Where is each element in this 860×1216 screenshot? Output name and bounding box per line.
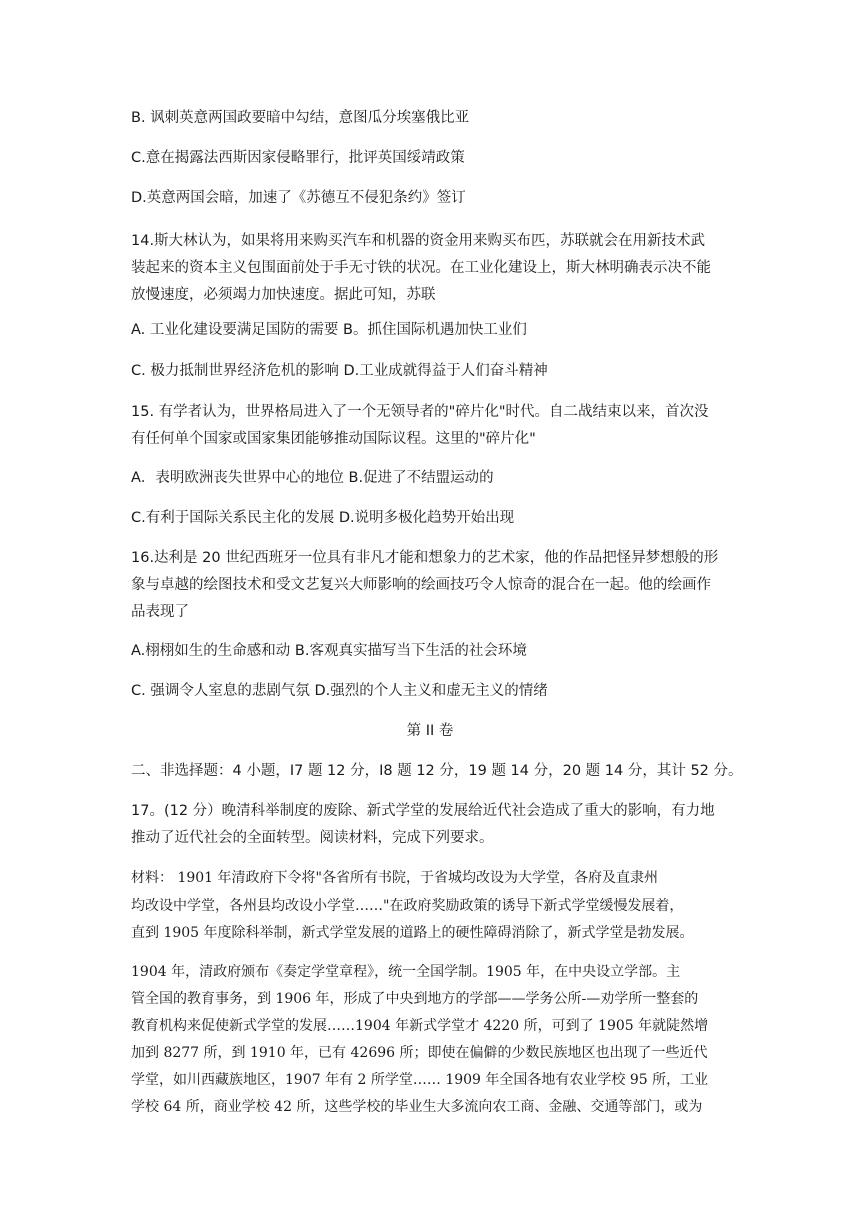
material-line-1: 材料： 1901 年清政府下令将"各省所有书院，于省城均改设为大学堂，各府及直隶州 <box>131 870 658 886</box>
material-line-5: 管全国的教育事务，到 1906 年，形成了中央到地方的学部——学务公所-—劝学所一整套的 <box>131 991 699 1007</box>
material-line-3: 直到 1905 年度除科举制，新式学堂发展的道路上的硬性障碍消除了，新式学堂是勃发展。 <box>131 925 694 941</box>
question-16-line-2: 象与卓越的绘图技术和受文艺复兴大师影响的绘画技巧令人惊奇的混合在一起。他的绘画作 <box>131 577 711 593</box>
material-line-6: 教育机构来促使新式学堂的发展……1904 年新式学堂才 4220 所，可到了 1905 年就陡然增 <box>131 1018 709 1034</box>
question-15-line-2: 有任何单个国家或国家集团能够推动国际议程。这里的"碎片化" <box>131 431 536 447</box>
material-line-7: 加到 8277 所，到 1910 年，已有 42696 所；即使在偏僻的少数民族地区也出现了一些近代 <box>131 1045 708 1061</box>
option-14-ab: A. 工业化建设要满足国防的需要 B。抓住国际机遇加快工业们 <box>131 322 527 338</box>
option-13b: B. 讽刺英意两国政要暗中勾结，意图瓜分埃塞俄比亚 <box>131 110 470 126</box>
material-line-4: 1904 年，清政府颁布《奏定学堂章程》，统一全国学制。1905 年，在中央设立学部。主 <box>131 964 681 980</box>
question-16-line-3: 品表现了 <box>131 604 189 620</box>
question-14-line-3: 放慢速度，必须竭力加快速度。据此可知，苏联 <box>131 287 436 303</box>
option-13d: D.英意两国会暗，加速了《苏德互不侵犯条约》签订 <box>131 190 466 206</box>
option-16-ab: A.栩栩如生的生命感和动 B.客观真实描写当下生活的社会环境 <box>131 643 527 659</box>
material-line-9: 学校 64 所，商业学校 42 所，这些学校的毕业生大多流向农工商、金融、交通等部门，或为 <box>131 1099 703 1115</box>
question-14-line-1: 14.斯大林认为，如果将用来购买汽车和机器的资金用来购买布匹，苏联就会在用新技术武 <box>131 233 706 249</box>
material-line-2: 均改设中学堂，各州县均改设小学堂……"在政府奖励政策的诱导下新式学堂缓慢发展着， <box>131 898 684 914</box>
option-15-cd: C.有利于国际关系民主化的发展 D.说明多极化趋势开始出现 <box>131 510 515 526</box>
option-13c: C.意在揭露法西斯因家侵略罪行，批评英国绥靖政策 <box>131 150 465 166</box>
section-instructions: 二、非选择题：4 小题，I7 题 12 分，I8 题 12 分，19 题 14 分，20 题 14 分，其计 52 分。 <box>131 763 743 779</box>
material-line-8: 学堂，如川西藏族地区，1907 年有 2 所学堂…… 1909 年全国各地有农业学校 95 所，工业 <box>131 1072 709 1088</box>
question-17-line-1: 17。(12 分）晚清科举制度的废除、新式学堂的发展给近代社会造成了重大的影响，有力地 <box>131 803 715 819</box>
option-14-cd: C. 极力抵制世界经济危机的影响 D.工业成就得益于人们奋斗精神 <box>131 363 548 379</box>
question-15-line-1: 15. 有学者认为，世界格局进入了一个无领导者的"碎片化"时代。自二战结束以来，首次没 <box>131 404 709 420</box>
option-16-cd: C. 强调令人室息的悲剧气氛 D.强烈的个人主义和虚无主义的情绪 <box>131 683 548 699</box>
question-14-line-2: 装起来的资本主义包围面前处于手无寸铁的状况。在工业化建设上，斯大林明确表示决不能 <box>131 260 711 276</box>
option-15-ab: A．表明欧洲丧失世界中心的地位 B.促进了不结盟运动的 <box>131 470 494 486</box>
question-17-line-2: 推动了近代社会的全面转型。阅读材料，完成下列要求。 <box>131 830 494 846</box>
section-heading: 第 II 卷 <box>406 723 454 739</box>
question-16-line-1: 16.达利是 20 世纪西班牙一位具有非凡才能和想象力的艺术家，他的作品把怪异梦想般的形 <box>131 550 719 566</box>
